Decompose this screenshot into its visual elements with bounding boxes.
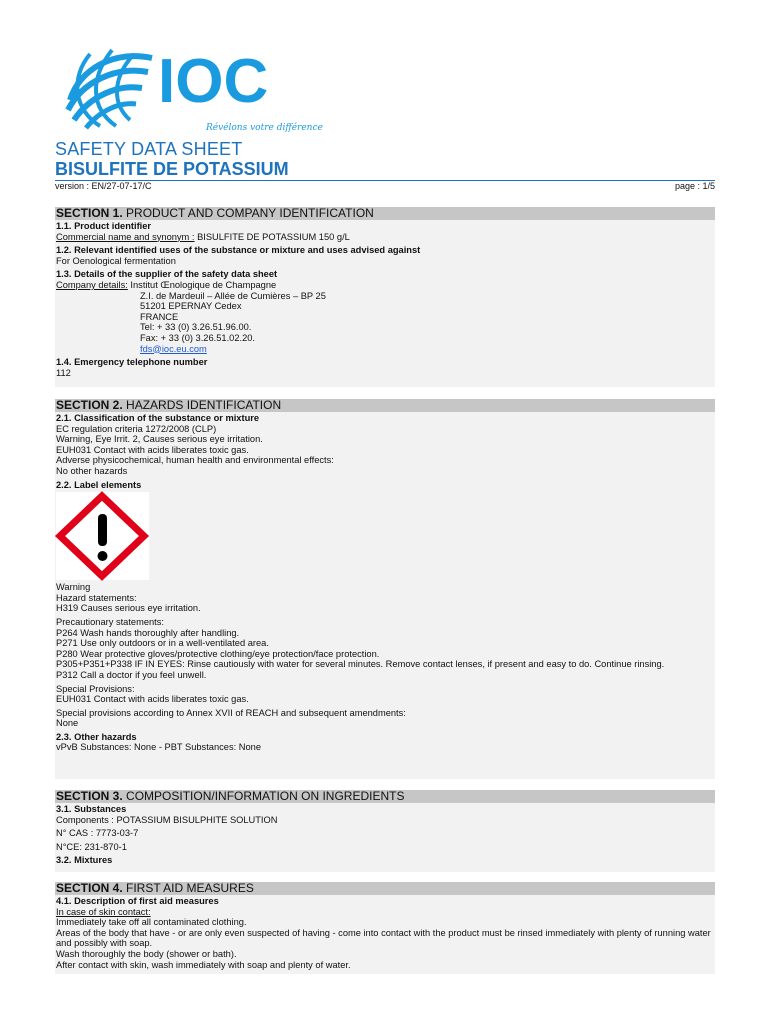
ce-number: N°CE: 231-870-1 — [56, 841, 127, 852]
address-block: Z.I. de Mardeuil – Allée de Cumières – BP 25 51201 EPERNAY Cedex FRANCE Tel: + 33 (0) 3.26.51.96.00. Fax: + 33 (0) 3.26.51.02.20. fds@ioc.eu.com — [140, 290, 326, 354]
section-3: SECTION 3. COMPOSITION/INFORMATION ON INGREDIENTS 3.1. Substances Components : POTASSIUM BISULPHITE SOLUTION N° CAS : 7773-03-7 N°CE: 231-870-1 3.2. Mixtures — [55, 790, 715, 872]
exclamation-hazard-icon — [60, 496, 144, 576]
company-details: Company details: Institut Œnologique de Champagne — [56, 279, 277, 290]
page-number: page : 1/5 — [674, 181, 715, 191]
email-link[interactable]: fds@ioc.eu.com — [140, 343, 207, 354]
section-1-header: SECTION 1. PRODUCT AND COMPANY IDENTIFICATION — [55, 207, 715, 220]
use-text: For Oenological fermentation — [56, 255, 176, 266]
commercial-name: Commercial name and synonym : BISULFITE DE POTASSIUM 150 g/L — [56, 231, 350, 242]
section-3-header: SECTION 3. COMPOSITION/INFORMATION ON INGREDIENTS — [55, 790, 715, 803]
s3-2-heading: 3.2. Mixtures — [56, 855, 113, 866]
ioc-logo — [60, 38, 323, 136]
ghs-pictogram — [56, 492, 149, 580]
s3-1-heading: 3.1. Substances — [56, 804, 127, 814]
cas-number: N° CAS : 7773-03-7 — [56, 828, 139, 839]
s1-1-heading: 1.1. Product identifier — [56, 221, 152, 231]
product-name: BISULFITE DE POTASSIUM — [55, 159, 289, 179]
section-2: SECTION 2. HAZARDS IDENTIFICATION 2.1. Classification of the substance or mixture EC regulation criteria 1272/2008 (CLP) Warning, Eye Irrit. 2, Causes serious eye irritation. EUH031 Contact with acids liberates toxic gas. Adverse physicochemical, human health and environmental effects: No other hazards 2.2. Label elements Warning Hazard statements: H319 Causes serious eye irritation. Precautionary statements: P264 Wash hands thoroughly after handling. P271 Use only outdoors or in a well-ventilated area. P280 Wear protective gloves/protective clothing/eye protection/face protection. P305+P351+P338 IF IN EYES: Rinse cautiously with water for several minutes. Remove contact lenses, if present and easy to do. Continue rinsing. P312 Call a doctor if you feel unwell. Special Provisions: EUH031 Contact with acids liberates toxic gas. Special provisions according to Annex XVII of REACH and subsequent amendments: None 2.3. Other hazards vPvB Substances: None - PBT Substances: None — [55, 399, 715, 779]
section-1 — [55, 207, 715, 387]
section-4: SECTION 4. FIRST AID MEASURES 4.1. Description of first aid measures In case of skin contact: Immediately take off all contaminated clothing. Areas of the body that have - or are only even suspected of having - come into contact with the product must be rinsed immediately with plenty of running water and possibly with soap. Wash thoroughly the body (shower or bath). After contact with skin, wash immediately with soap and plenty of water. — [55, 882, 715, 974]
header-rule — [55, 180, 715, 181]
s2-1-heading: 2.1. Classification of the substance or mixture — [56, 413, 260, 423]
s1-3-heading: 1.3. Details of the supplier of the safety data sheet — [56, 269, 278, 280]
s2-2-heading: 2.2. Label elements — [56, 479, 142, 490]
logo-brand: IOC — [158, 47, 269, 116]
section-4-header: SECTION 4. FIRST AID MEASURES — [55, 882, 715, 895]
s4-1-heading: 4.1. Description of first aid measures — [56, 896, 219, 906]
s2-3-heading: 2.3. Other hazards — [56, 731, 137, 742]
skin-contact-heading: In case of skin contact: — [56, 906, 151, 917]
signal-word: Warning — [56, 582, 91, 593]
s1-2-heading: 1.2. Relevant identified uses of the substance or mixture and uses advised against — [56, 245, 421, 256]
document-title: SAFETY DATA SHEET — [55, 139, 243, 159]
version-label: version : EN/27-07-17/C — [55, 181, 152, 191]
section-2-header: SECTION 2. HAZARDS IDENTIFICATION — [55, 399, 715, 412]
logo-tagline: Révélons votre différence — [206, 123, 323, 133]
s1-4-heading: 1.4. Emergency telephone number — [56, 357, 208, 368]
emergency-number: 112 — [56, 367, 71, 378]
globe-icon — [68, 50, 152, 128]
